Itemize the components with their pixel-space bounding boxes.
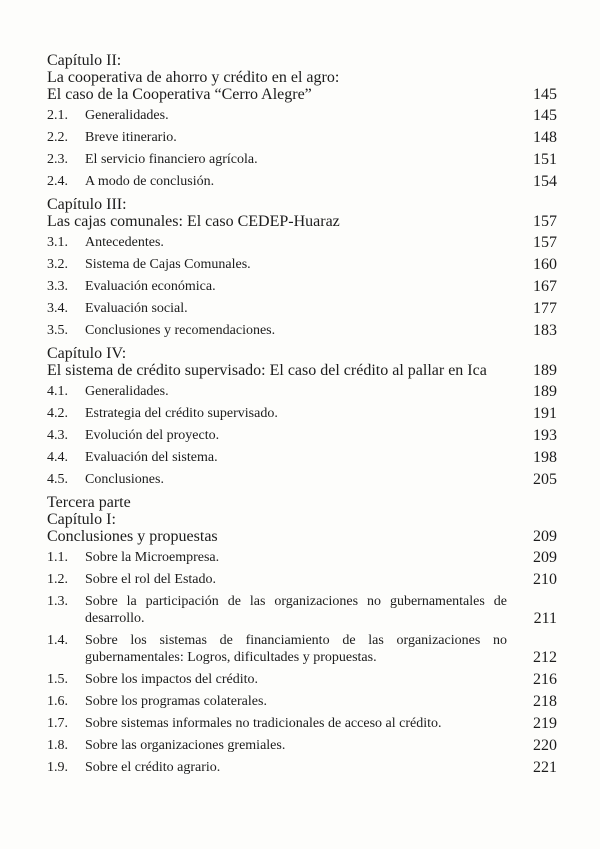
- toc-entry: [47, 383, 557, 400]
- entry-title: Sobre los programas colaterales.: [85, 694, 267, 709]
- entry-page-number: 209: [533, 549, 557, 566]
- section-title: Conclusiones y propuestas: [47, 528, 218, 545]
- toc-section: [47, 345, 557, 488]
- entry-page-number: 148: [533, 129, 557, 146]
- entry-title: Conclusiones.: [85, 472, 164, 487]
- toc-section: [47, 52, 557, 190]
- toc-entry: [47, 593, 557, 627]
- toc-entry: [47, 278, 557, 295]
- entry-page-number: 151: [533, 151, 557, 168]
- entry-number: 4.3.: [47, 428, 68, 443]
- toc-entry: [47, 549, 557, 566]
- entry-page-number: 220: [533, 737, 557, 754]
- section-title-line: [47, 528, 557, 546]
- section-page-number: 145: [533, 86, 557, 103]
- entry-number: 2.4.: [47, 174, 68, 189]
- entry-page-number: 154: [533, 173, 557, 190]
- entry-title: Sobre la participación de las organizaciones no gubernamentales de desarrollo.: [85, 594, 507, 626]
- entry-page-number: 210: [533, 571, 557, 588]
- entry-page-number: 216: [533, 671, 557, 688]
- table-of-contents: [47, 52, 557, 782]
- entry-page-number: 205: [533, 471, 557, 488]
- toc-entry: [47, 693, 557, 710]
- section-title-line: [47, 86, 557, 104]
- toc-entry: [47, 571, 557, 588]
- toc-entry: [47, 405, 557, 422]
- section-heading: La cooperativa de ahorro y crédito en el agro:: [47, 69, 340, 86]
- section-title: El caso de la Cooperativa “Cerro Alegre”: [47, 86, 312, 103]
- entry-title: Sobre los sistemas de financiamiento de las organizaciones no gubernamentales: Logros, dificultades y propuestas.: [85, 633, 507, 665]
- toc-entry: [47, 322, 557, 339]
- entry-page-number: 219: [533, 715, 557, 732]
- entry-page-number: 167: [533, 278, 557, 295]
- entry-page-number: 191: [533, 405, 557, 422]
- entry-title: Estrategia del crédito supervisado.: [85, 406, 278, 421]
- section-heading: Capítulo II:: [47, 52, 122, 69]
- entry-page-number: 177: [533, 300, 557, 317]
- toc-entry: [47, 256, 557, 273]
- entry-page-number: 221: [533, 759, 557, 776]
- toc-entry: [47, 107, 557, 124]
- entry-title: Sobre el rol del Estado.: [85, 572, 217, 587]
- entry-title: Evaluación del sistema.: [85, 450, 218, 465]
- entry-number: 4.4.: [47, 450, 68, 465]
- entry-page-number: 183: [533, 322, 557, 339]
- section-page-number: 157: [533, 213, 557, 230]
- entry-title: Sobre las organizaciones gremiales.: [85, 738, 286, 753]
- toc-entry: [47, 759, 557, 776]
- entry-number: 3.3.: [47, 279, 68, 294]
- entry-page-number: 211: [533, 610, 557, 627]
- toc-section: [47, 494, 557, 776]
- entry-title: Generalidades.: [85, 384, 169, 399]
- entry-title: Antecedentes.: [85, 235, 164, 250]
- entry-page-number: 189: [533, 383, 557, 400]
- entry-number: 3.5.: [47, 323, 68, 338]
- entry-number: 3.4.: [47, 301, 68, 316]
- entry-number: 3.2.: [47, 257, 68, 272]
- toc-section: [47, 196, 557, 339]
- toc-entry: [47, 300, 557, 317]
- entry-page-number: 218: [533, 693, 557, 710]
- entry-number: 2.1.: [47, 108, 68, 123]
- entry-number: 2.2.: [47, 130, 68, 145]
- entry-title: Breve itinerario.: [85, 130, 177, 145]
- toc-entry: [47, 427, 557, 444]
- section-heading: Capítulo III:: [47, 196, 127, 213]
- entry-number: 1.6.: [47, 694, 68, 709]
- section-heading: Capítulo IV:: [47, 345, 127, 362]
- entry-page-number: 145: [533, 107, 557, 124]
- toc-entry: [47, 471, 557, 488]
- section-title-line: [47, 362, 557, 380]
- entry-title: Sistema de Cajas Comunales.: [85, 257, 251, 272]
- entry-number: 4.1.: [47, 384, 68, 399]
- entry-page-number: 212: [533, 649, 557, 666]
- toc-entry: [47, 715, 557, 732]
- toc-entry: [47, 449, 557, 466]
- entry-number: 1.4.: [47, 633, 68, 648]
- entry-title: Evolución del proyecto.: [85, 428, 220, 443]
- section-page-number: 189: [533, 362, 557, 379]
- entry-page-number: 160: [533, 256, 557, 273]
- entry-title: Sobre la Microempresa.: [85, 550, 220, 565]
- entry-page-number: 157: [533, 234, 557, 251]
- entry-number: 2.3.: [47, 152, 68, 167]
- entry-page-number: 193: [533, 427, 557, 444]
- entry-number: 1.5.: [47, 672, 68, 687]
- entry-number: 3.1.: [47, 235, 68, 250]
- entry-title: Generalidades.: [85, 108, 169, 123]
- section-title-line: [47, 213, 557, 231]
- entry-title: Sobre sistemas informales no tradicionales de acceso al crédito.: [85, 716, 442, 731]
- entry-number: 1.9.: [47, 760, 68, 775]
- entry-title: Sobre el crédito agrario.: [85, 760, 221, 775]
- toc-entry: [47, 129, 557, 146]
- entry-title: Conclusiones y recomendaciones.: [85, 323, 276, 338]
- section-heading: Tercera parte: [47, 494, 131, 511]
- entry-number: 1.1.: [47, 550, 68, 565]
- entry-number: 1.8.: [47, 738, 68, 753]
- entry-title: El servicio financiero agrícola.: [85, 152, 258, 167]
- toc-entry: [47, 632, 557, 666]
- section-title: Las cajas comunales: El caso CEDEP-Huaraz: [47, 213, 340, 230]
- entry-number: 4.2.: [47, 406, 68, 421]
- entry-title: A modo de conclusión.: [85, 174, 215, 189]
- entry-number: 1.3.: [47, 594, 68, 609]
- toc-entry: [47, 737, 557, 754]
- toc-entry: [47, 173, 557, 190]
- toc-entry: [47, 151, 557, 168]
- entry-title: Evaluación económica.: [85, 279, 216, 294]
- section-page-number: 209: [533, 528, 557, 545]
- toc-entry: [47, 234, 557, 251]
- entry-title: Sobre los impactos del crédito.: [85, 672, 259, 687]
- entry-number: 4.5.: [47, 472, 68, 487]
- entry-title: Evaluación social.: [85, 301, 188, 316]
- toc-entry: [47, 671, 557, 688]
- section-title: El sistema de crédito supervisado: El caso del crédito al pallar en Ica: [47, 362, 487, 379]
- entry-page-number: 198: [533, 449, 557, 466]
- entry-number: 1.7.: [47, 716, 68, 731]
- entry-number: 1.2.: [47, 572, 68, 587]
- section-heading: Capítulo I:: [47, 511, 116, 528]
